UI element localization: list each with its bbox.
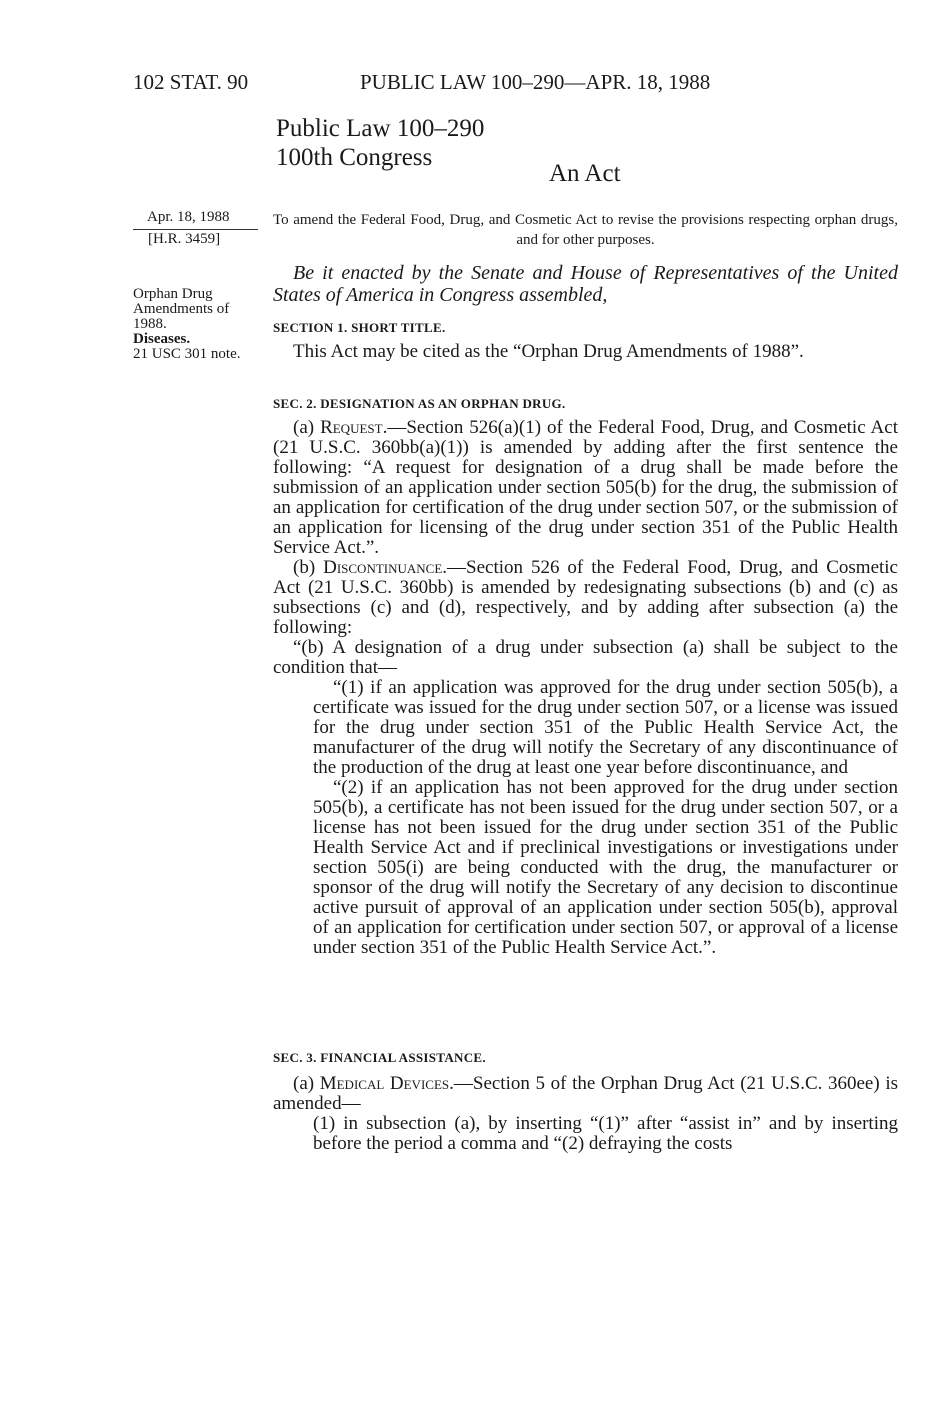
quoted-subsection-b: “(b) A designation of a drug under subsection (a) shall be subject to the condition that— [273,637,898,678]
act-title: An Act [549,160,621,187]
margin-rule [133,229,258,230]
subsection-a-heading: Request. [320,417,388,438]
subsection-b-label: (b) [293,557,324,578]
margin-note: Orphan Drug [133,286,213,302]
title-block [276,114,484,172]
margin-note: Amendments of [133,301,230,317]
margin-note: 1988. [133,316,167,332]
subsection-b-text: —Section 526 of the Federal Food, Drug, and Cosmetic Act (21 U.S.C. 360bb) is amended by redesignating subsections (b) and (c) as subsections (c) and (d), respectively, and by adding after subsection (a) the following: [273,557,898,638]
section-3-a-text: —Section 5 of the Orphan Drug Act (21 U.S.C. 360ee) is amended— [273,1073,898,1114]
margin-bill-number: [H.R. 3459] [148,231,221,247]
section-2-body [273,418,898,958]
enacting-clause [273,262,898,306]
purpose-statement: To amend the Federal Food, Drug, and Cosmetic Act to revise the provisions respecting orphan drugs, and for other purposes. [273,212,898,248]
quoted-paragraph-1: “(1) if an application was approved for the drug under section 505(b), a certificate was issued for the drug under section 507, or a license was issued for the drug under section 351 of the Public Health Service Act, the manufacturer of the drug will notify the Secretary of any discontinuance of the production of the drug at least one year before discontinuance, and [313,677,898,778]
running-title: PUBLIC LAW 100–290—APR. 18, 1988 [360,70,711,94]
section-3-heading: SEC. 3. FINANCIAL ASSISTANCE. [273,1050,486,1065]
section-3-a-heading: Medical Devices. [319,1073,454,1094]
section-2-heading: SEC. 2. DESIGNATION AS AN ORPHAN DRUG. [273,396,566,411]
section-3-item-1: (1) in subsection (a), by inserting “(1)” after “assist in” and by inserting before the period a comma and “(2) defraying the costs [313,1113,898,1154]
page-stat-number: 102 STAT. 90 [133,70,249,94]
subsection-a-label: (a) [293,417,321,438]
quoted-paragraph-2: “(2) if an application has not been approved for the drug under section 505(b), a certificate has not been issued for the drug under section 507, or a license has not been issued for the drug under section 351 of the Public Health Service Act and if preclinical investigations or investigations under section 505(i) are being conducted with the drug, the manufacturer or sponsor of the drug will notify the Secretary of any decision to discontinue active pursuit of approval of an application under section 505(b), approval of an application for certification under section 507, or approval of a license under section 351 of the Public Health Service Act.”. [313,777,898,958]
section-1-text [273,342,898,362]
section-3-a-label: (a) [293,1073,320,1094]
section-1-heading: SECTION 1. SHORT TITLE. [273,320,446,335]
margin-note: Diseases. [133,331,191,347]
subsection-b [273,558,898,638]
margin-note: 21 USC 301 note. [133,346,241,362]
enacting-clause-text: Be it enacted by the Senate and House of Representatives of the United States of America in Congress assembled, [273,262,898,306]
section-1-paragraph: This Act may be cited as the “Orphan Drug Amendments of 1988”. [293,341,804,362]
margin-date: Apr. 18, 1988 [147,209,230,225]
section-3-body [273,1074,898,1154]
margin-notes [133,287,268,362]
section-3-subsection-a [273,1074,898,1114]
congress-number: 100th Congress [276,144,433,171]
subsection-a [273,418,898,558]
public-law-number: Public Law 100–290 [276,115,485,142]
subsection-a-text: —Section 526(a)(1) of the Federal Food, Drug, and Cosmetic Act (21 U.S.C. 360bb(a)(1)) is amended by adding after the first sentence the following: “A request for designation of a drug shall be made before the submission of an application under section 505(b) for the drug, the submission of an application for certification of the drug under section 507, or the submission of an application for licensing of the drug under section 351 of the Public Health Service Act.”. [273,417,898,558]
subsection-b-heading: Discontinuance. [323,557,448,578]
